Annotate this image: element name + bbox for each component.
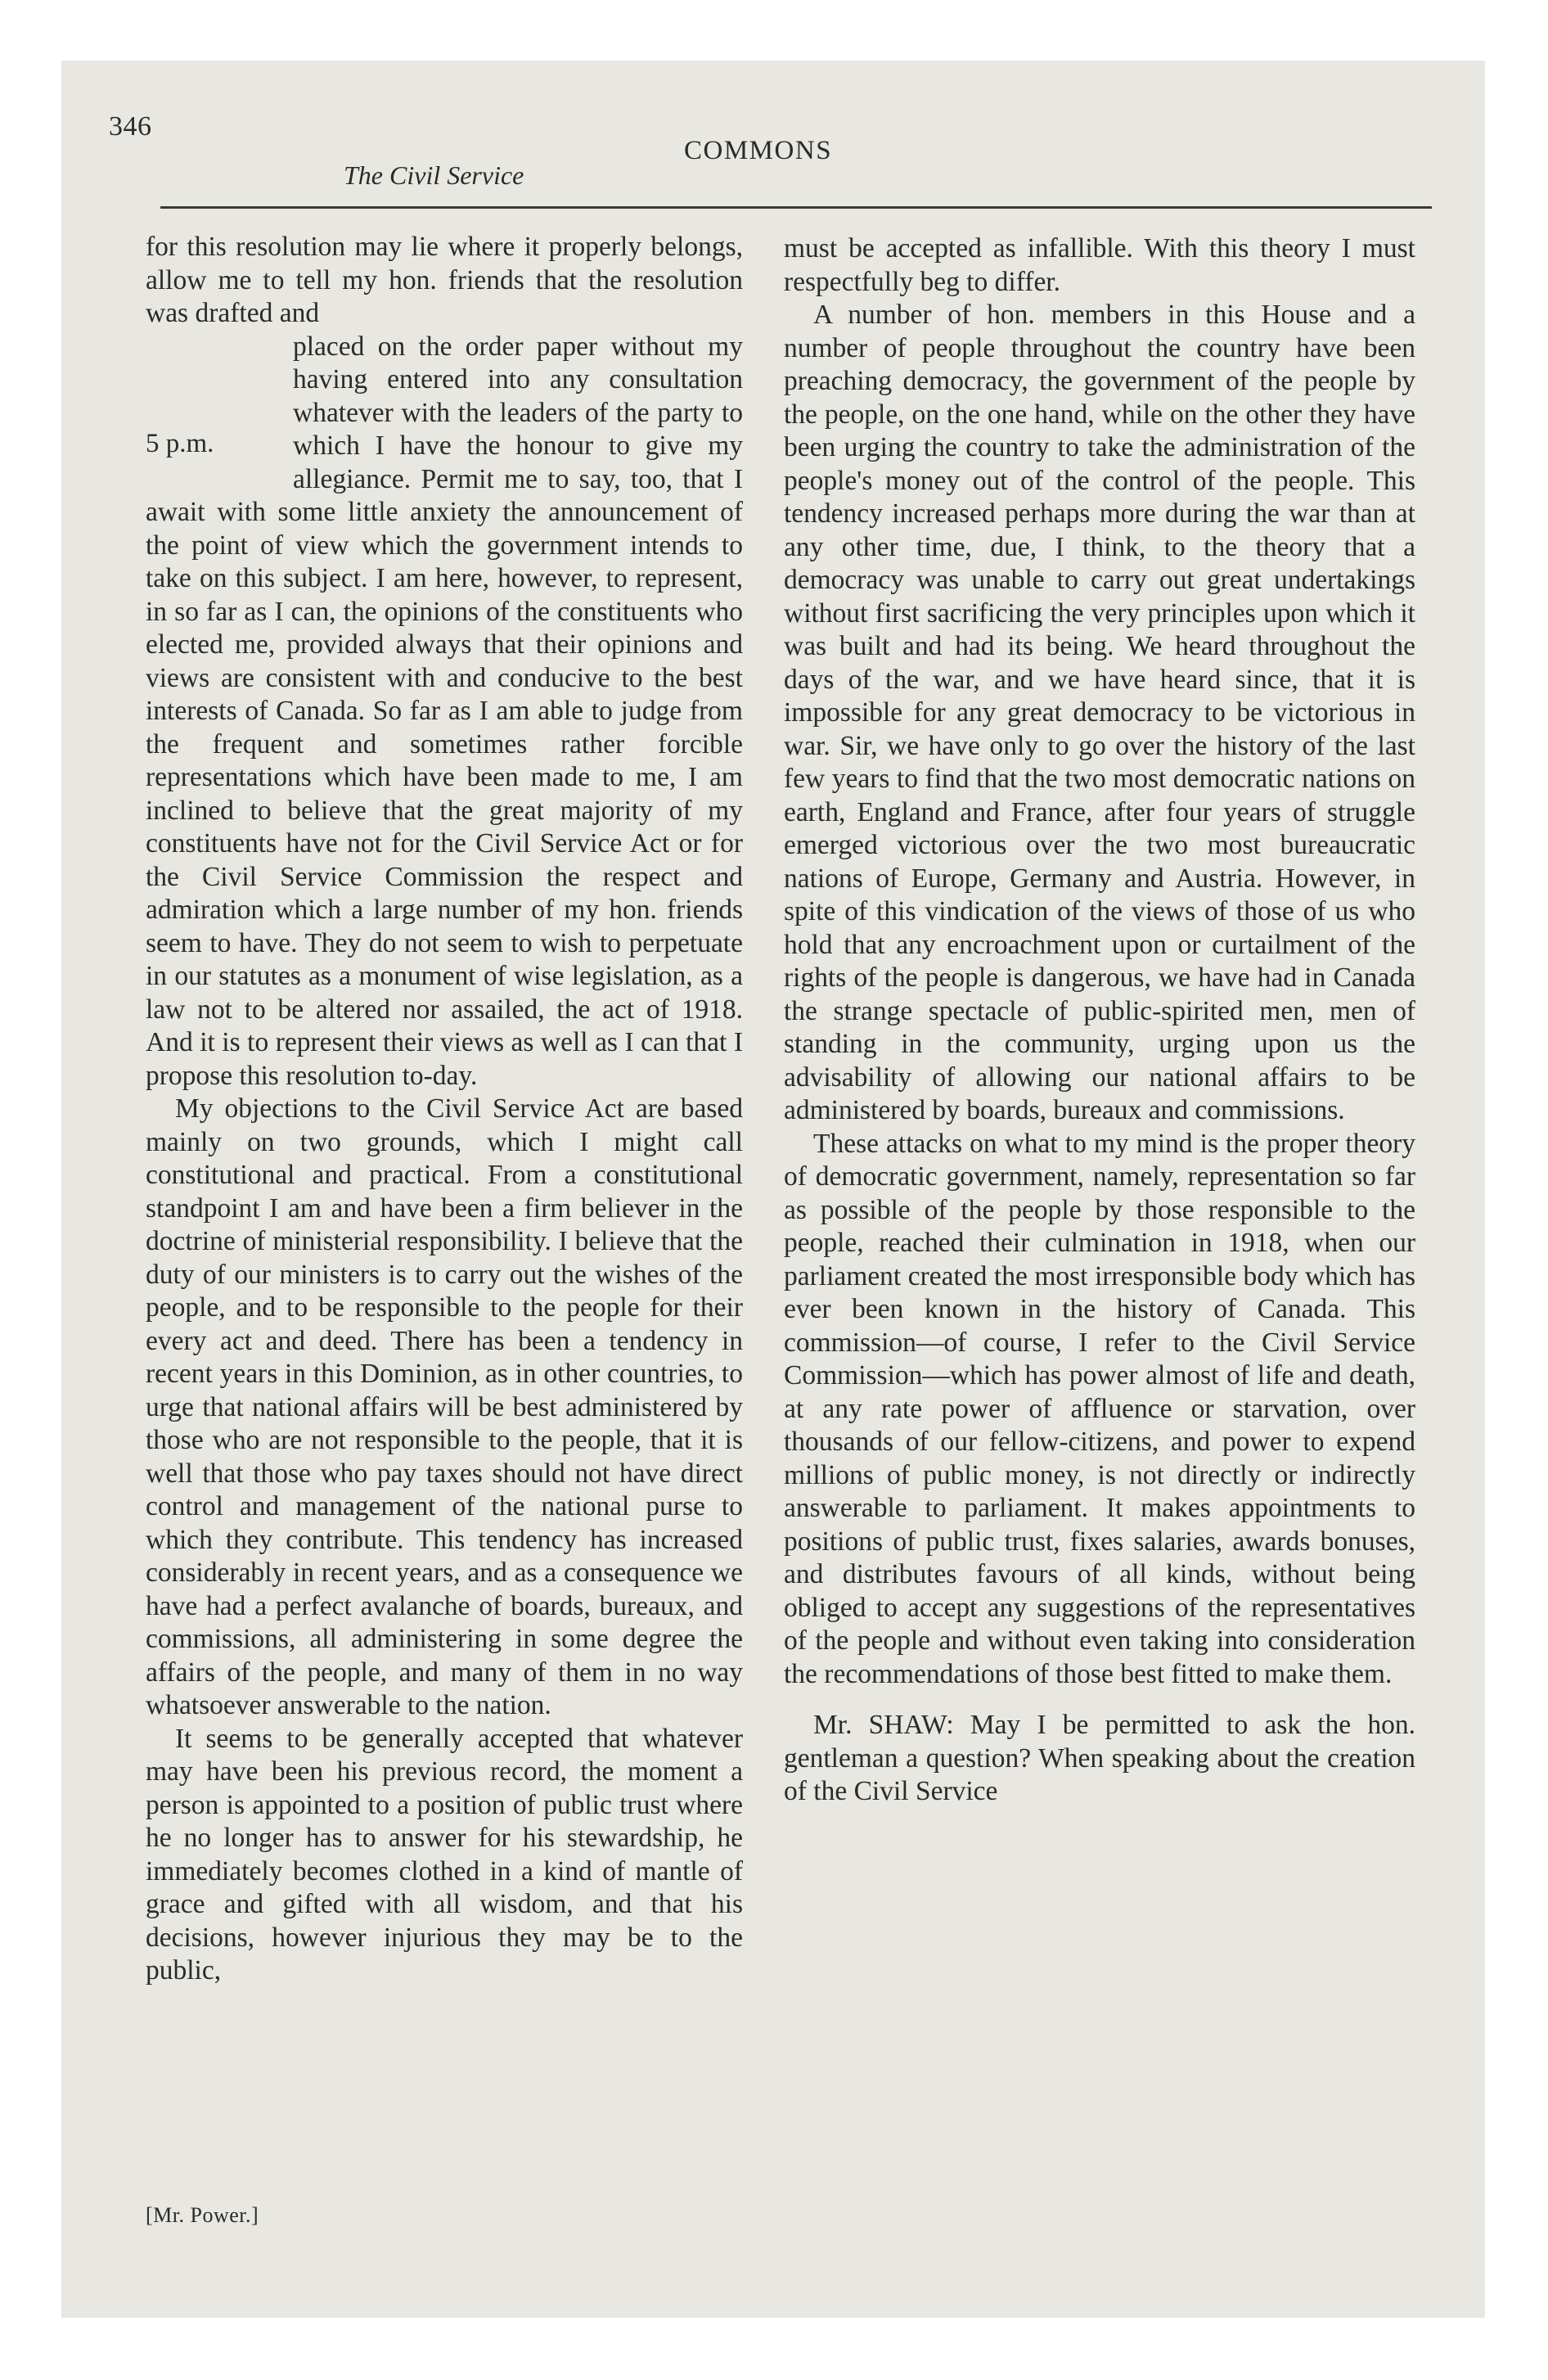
paragraph-continued: must be accepted as infallible. With this theory I must respectfully beg to differ. xyxy=(784,233,1415,297)
left-column xyxy=(146,231,743,1988)
margin-time: 5 p.m. xyxy=(146,428,214,458)
house-heading: COMMONS xyxy=(684,136,833,165)
right-column xyxy=(784,232,1415,1809)
paragraph-continued-lead xyxy=(146,231,743,331)
paragraph-gap xyxy=(784,1691,1415,1709)
speaker-attribution: [Mr. Power.] xyxy=(146,2203,259,2227)
paragraph-speaker-shaw: Mr. SHAW: May I be permitted to ask the hon. gentleman a question? When speaking about the creation of the Civil Service xyxy=(784,1710,1415,1806)
paragraph-text: for this resolution may lie where it properly belongs, allow me to tell my hon. friends that the resolution was drafted and xyxy=(146,232,743,328)
paragraph: It seems to be generally accepted that whatever may have been his previous record, the moment a person is appointed to a position of public trust where he no longer has to answer for his stewardship, he immediately becomes clothed in a kind of mantle of grace and gifted with all wisdom, and that his decisions, however injurious they may be to the public, xyxy=(146,1723,743,1986)
paragraph: A number of hon. members in this House and a number of people throughout the country have been preaching democracy, the government of the people by the people, on the one hand, while on the other they have been urging the country to take the administration of the people's money out of the control of the people. This tendency increased perhaps more during the war than at any other time, due, I think, to the theory that a democracy was unable to carry out great undertakings without first sacrificing the very principles upon which it was built and had its being. We heard throughout the days of the war, and we have heard since, that it is impossible for any great democracy to be victorious in war. Sir, we have only to go over the history of the last few years to find that the two most democratic nations on earth, England and France, after four years of struggle emerged victorious over the two most bureaucratic nations of Europe, Germany and Austria. However, in spite of this vindication of the views of those of us who hold that any encroachment upon or curtailment of the rights of the people is dangerous, we have had in Canada the strange spectacle of public-spirited men, men of standing in the community, urging upon us the advisability of allowing our national affairs to be administered by boards, bureaux and commissions. xyxy=(784,300,1415,1125)
page-number: 346 xyxy=(109,111,152,142)
header-rule xyxy=(160,206,1432,209)
paragraph-text: placed on the order paper without my having entered into any consultation whatever with the leaders of the party to which I have the honour to give my allegiance. Permit me to say, too, that I await with some little anxiety the announcement of the point of view which the government intends to take on this subject. I am here, however, to represent, in so far as I can, the opinions of the constituents who elected me, provided always that their opinions and views are consistent with and conducive to the best interests of Canada. So far as I am able to judge from the frequent and sometimes rather forcible representations which have been made to me, I am inclined to believe that the great majority of my constituents have not for the Civil Service Act or for the Civil Service Commission the respect and admiration which a large number of my hon. friends seem to have. They do not seem to wish to perpetuate in our statutes as a monument of wise legislation, as a law not to be altered nor assailed, the act of 1918. And it is to represent their views as well as I can that I propose this resolution to-day. xyxy=(146,331,743,1091)
paragraph: These attacks on what to my mind is the proper theory of democratic government, namely, representation so far as possible of the people by those responsible to the people, reached their culmination in 1918, when our parliament created the most irresponsible body which has ever been known in the history of Canada. This commission—of course, I refer to the Civil Service Commission—which has power almost of life and death, at any rate power of affluence or starvation, over thousands of our fellow-citizens, and power to expend millions of public money, is not directly or indirectly answerable to parliament. It makes appointments to positions of public trust, fixes salaries, awards bonuses, and distributes favours of all kinds, without being obliged to accept any suggestions of the representatives of the people and without even taking into consideration the recommendations of those best fitted to make them. xyxy=(784,1128,1415,1689)
margin-time-note xyxy=(146,331,286,494)
paragraph: My objections to the Civil Service Act are based mainly on two grounds, which I might call constitutional and practical. From a constitutional standpoint I am and have been a firm believer in the doctrine of ministerial responsibility. I believe that the duty of our ministers is to carry out the wishes of the people, and to be responsible to the people for their every act and deed. There has been a tendency in recent years in this Dominion, as in other countries, to urge that national affairs will be best administered by those who are not responsible to the people, that it is well that those who pay taxes should not have direct control and management of the national purse to which they contribute. This tendency has increased considerably in recent years, and as a consequence we have had a perfect avalanche of boards, bureaux, and commissions, all administering in some degree the affairs of the people, and many of them in no way whatsoever answerable to the nation. xyxy=(146,1093,743,1720)
running-title: The Civil Service xyxy=(344,160,524,190)
